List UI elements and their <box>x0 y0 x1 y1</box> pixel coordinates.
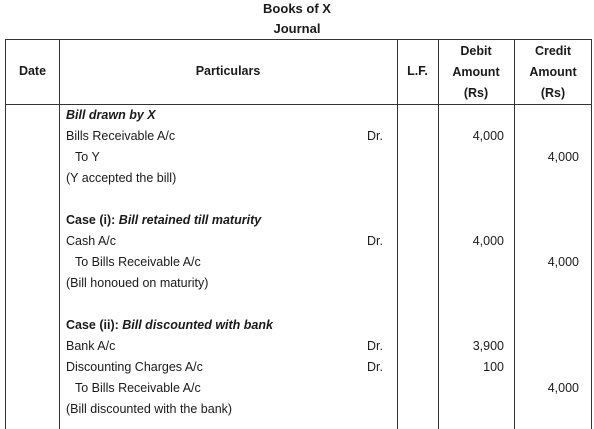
section-heading-prefix: Case (i): <box>66 213 119 227</box>
debit-header-line: Debit <box>460 43 492 58</box>
credit-amount: 4,000 <box>547 150 579 164</box>
narration-text: (Bill discounted with the bank) <box>66 402 233 416</box>
book-title: Books of X <box>263 1 331 16</box>
particulars-text: Cash A/c <box>66 234 117 248</box>
dr-marker: Dr. <box>367 339 383 353</box>
credit-amount: 4,000 <box>547 255 579 269</box>
debit-amount: 100 <box>483 360 504 374</box>
particulars-text: Bills Receivable A/c <box>66 129 176 143</box>
journal-row <box>6 231 591 252</box>
section-heading-prefix: Case (ii): <box>66 318 123 332</box>
debit-amount: 4,000 <box>472 129 504 143</box>
debit-amount: 3,900 <box>472 339 504 353</box>
narration-text: (Y accepted the bill) <box>66 171 177 185</box>
credit-header-line: (Rs) <box>540 85 566 100</box>
section-heading <box>66 210 261 231</box>
journal-row <box>6 357 591 378</box>
journal-row <box>6 126 591 147</box>
debit-header-line: Amount <box>452 64 500 79</box>
debit-amount: 4,000 <box>472 234 504 248</box>
column-header-lf: L.F. <box>407 64 428 78</box>
narration-row <box>6 168 591 189</box>
credit-header-line: Credit <box>534 43 572 58</box>
section-heading-row <box>6 315 591 336</box>
narration-row <box>6 273 591 294</box>
section-heading <box>66 105 156 126</box>
column-header-particulars: Particulars <box>195 64 261 78</box>
journal-title: Journal <box>273 21 321 36</box>
column-header-credit <box>514 40 592 104</box>
particulars-text: Discounting Charges A/c <box>66 360 203 374</box>
section-heading <box>66 315 273 336</box>
particulars-text: To Y <box>75 150 100 164</box>
journal-row <box>6 147 591 168</box>
narration-row <box>6 399 591 420</box>
section-heading-title: Bill retained till maturity <box>118 213 262 227</box>
journal-table <box>5 39 592 429</box>
dr-marker: Dr. <box>367 234 383 248</box>
section-heading-title: Bill discounted with bank <box>122 318 273 332</box>
column-header-date: Date <box>18 64 47 78</box>
journal-row <box>6 378 591 399</box>
credit-amount: 4,000 <box>547 381 579 395</box>
narration-text: (Bill honoued on maturity) <box>66 276 209 290</box>
dr-marker: Dr. <box>367 129 383 143</box>
debit-header-line: (Rs) <box>463 85 489 100</box>
particulars-text: To Bills Receivable A/c <box>75 381 201 395</box>
section-heading-row <box>6 105 591 126</box>
particulars-text: To Bills Receivable A/c <box>75 255 201 269</box>
dr-marker: Dr. <box>367 360 383 374</box>
credit-header-line: Amount <box>529 64 577 79</box>
section-heading-row <box>6 210 591 231</box>
journal-row <box>6 336 591 357</box>
section-heading-title: Bill drawn by X <box>66 108 156 122</box>
column-header-debit <box>438 40 514 104</box>
particulars-text: Bank A/c <box>66 339 116 353</box>
journal-row <box>6 252 591 273</box>
